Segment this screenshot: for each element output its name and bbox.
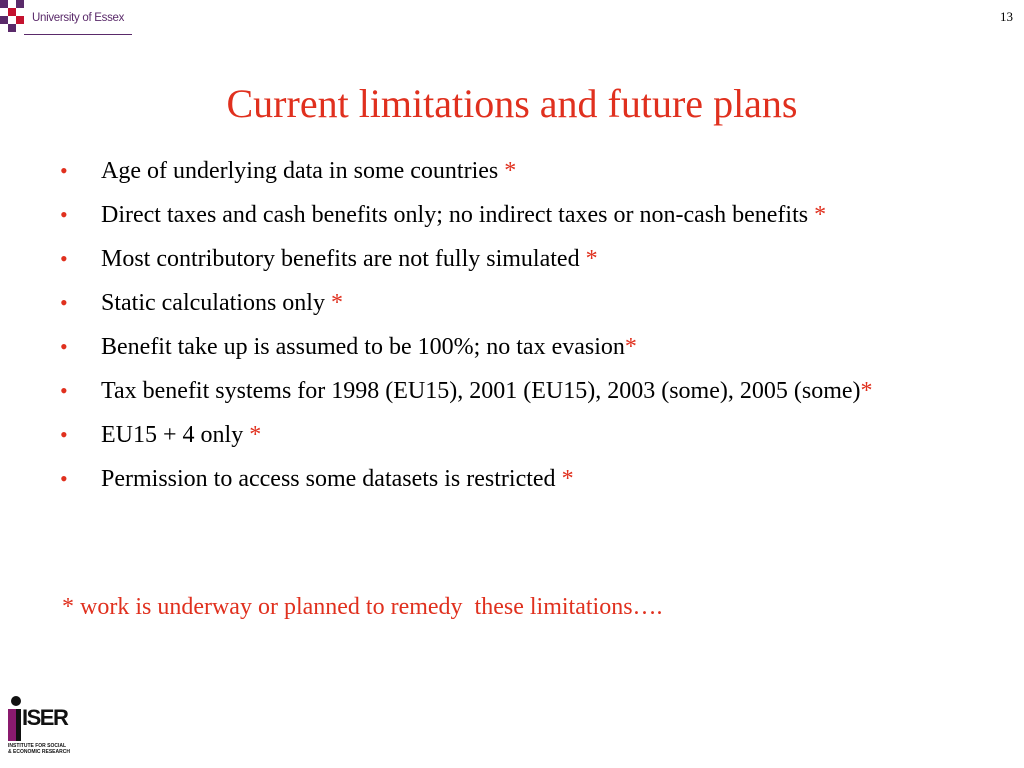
- bullet-text: Age of underlying data in some countries: [101, 158, 505, 184]
- bullet-icon: •: [60, 290, 68, 315]
- asterisk-marker: *: [585, 246, 598, 272]
- bullet-item: [0, 418, 1000, 452]
- bullet-item: [0, 286, 1000, 320]
- bullet-icon: •: [60, 334, 68, 359]
- bullet-item: [0, 198, 1000, 232]
- asterisk-marker: *: [330, 290, 343, 316]
- bullet-item: [0, 374, 1000, 408]
- asterisk-marker: *: [860, 378, 873, 404]
- iser-logo-subtitle-line: INSTITUTE FOR SOCIAL: [8, 743, 67, 749]
- iser-logo-dot: [11, 696, 21, 706]
- essex-logo-rule: [24, 34, 132, 35]
- essex-logo-text: University of Essex: [32, 12, 125, 24]
- bullet-icon: •: [60, 246, 68, 271]
- bullet-icon: •: [60, 466, 68, 491]
- slide-title: Current limitations and future plans: [226, 81, 798, 126]
- asterisk-marker: *: [504, 158, 517, 184]
- bullet-icon: •: [60, 202, 68, 227]
- asterisk-marker: *: [624, 334, 637, 360]
- bullet-icon: •: [60, 158, 68, 183]
- bullet-item: [0, 462, 1000, 496]
- iser-logo-text: ISER: [22, 705, 68, 730]
- bullet-text: Direct taxes and cash benefits only; no indirect taxes or non-cash benefits: [101, 202, 815, 228]
- bullet-text: Static calculations only: [101, 290, 331, 316]
- bullet-icon: •: [60, 422, 68, 447]
- university-of-essex-logo: [0, 0, 135, 44]
- iser-logo-bar-dark: [16, 709, 21, 741]
- bullet-text: Most contributory benefits are not fully simulated: [101, 246, 586, 272]
- bullet-item: [0, 330, 1000, 364]
- iser-logo-subtitle: [8, 743, 70, 755]
- iser-logo: [2, 693, 82, 763]
- asterisk-marker: *: [814, 202, 827, 228]
- bullet-text: EU15 + 4 only: [101, 422, 250, 448]
- bullet-list: [0, 154, 1000, 506]
- page-number: 13: [1000, 9, 1013, 24]
- iser-logo-subtitle-line: & ECONOMIC RESEARCH: [8, 749, 70, 755]
- bullet-text: Benefit take up is assumed to be 100%; no tax evasion: [101, 334, 625, 360]
- bullet-item: [0, 154, 1000, 188]
- asterisk-marker: *: [249, 422, 262, 448]
- asterisk-marker: *: [561, 466, 574, 492]
- footnote: * work is underway or planned to remedy these limitations….: [62, 594, 663, 620]
- iser-logo-bar: [8, 709, 16, 741]
- bullet-text: Permission to access some datasets is restricted: [101, 466, 562, 492]
- bullet-item: [0, 242, 1000, 276]
- bullet-text: Tax benefit systems for 1998 (EU15), 2001 (EU15), 2003 (some), 2005 (some): [101, 378, 861, 404]
- bullet-icon: •: [60, 378, 68, 403]
